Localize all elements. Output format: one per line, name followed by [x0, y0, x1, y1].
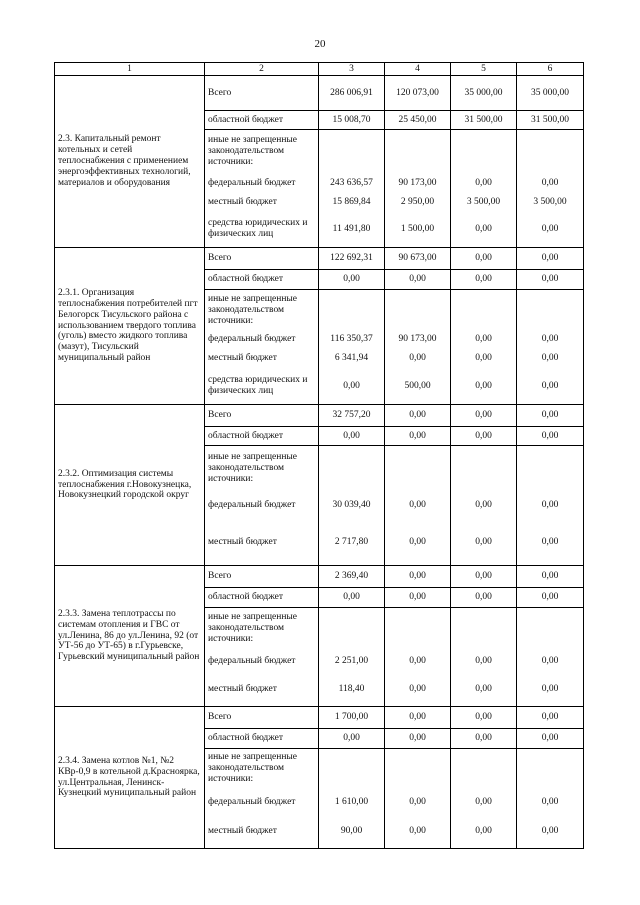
amount-cell: 30 039,40	[319, 491, 385, 521]
table-row	[55, 566, 584, 588]
project-name: 2.3.3. Замена теплотрассы по системам отопления и ГВС от ул.Ленина, 86 до ул.Ленина, 92 (от УТ-56 до УТ-65) в г.Гурьевске, Гурьевский муниципальный район	[55, 566, 205, 707]
col-header: 5	[451, 63, 517, 76]
funding-source-label: Всего	[205, 405, 319, 427]
amount-cell: 0,00	[385, 816, 451, 849]
budget-table	[54, 62, 584, 849]
amount-cell: 122 692,31	[319, 248, 385, 270]
project-name: 2.3.2. Оптимизация системы теплоснабжения г.Новокузнецка, Новокузнецкий городской округ	[55, 405, 205, 566]
funding-source-label: федеральный бюджет	[205, 331, 319, 349]
amount-cell: 0,00	[385, 427, 451, 446]
funding-source-label: областной бюджет	[205, 427, 319, 446]
funding-source-label: иные не запрещенные законодательством источники:	[205, 446, 319, 491]
table-body	[55, 76, 584, 849]
amount-cell: 0,00	[451, 729, 517, 749]
amount-cell: 31 500,00	[517, 111, 584, 130]
amount-cell: 0,00	[385, 649, 451, 674]
amount-cell: 0,00	[385, 349, 451, 369]
amount-cell: 0,00	[451, 349, 517, 369]
amount-cell: 0,00	[385, 270, 451, 290]
amount-cell: 2 950,00	[385, 193, 451, 212]
funding-source-label: средства юридических и физических лиц	[205, 369, 319, 405]
amount-cell: 0,00	[451, 174, 517, 193]
funding-source-label: местный бюджет	[205, 674, 319, 707]
amount-cell: 0,00	[451, 674, 517, 707]
funding-source-label: местный бюджет	[205, 193, 319, 212]
funding-source-label: федеральный бюджет	[205, 174, 319, 193]
amount-cell: 0,00	[517, 816, 584, 849]
amount-cell: 0,00	[385, 491, 451, 521]
amount-cell: 0,00	[385, 789, 451, 816]
amount-cell: 0,00	[517, 270, 584, 290]
amount-cell: 0,00	[451, 789, 517, 816]
funding-source-label: иные не запрещенные законодательством источники:	[205, 608, 319, 649]
amount-cell: 0,00	[451, 521, 517, 566]
amount-cell	[385, 290, 451, 331]
amount-cell: 286 006,91	[319, 76, 385, 111]
amount-cell: 0,00	[517, 491, 584, 521]
funding-source-label: местный бюджет	[205, 349, 319, 369]
col-header: 3	[319, 63, 385, 76]
amount-cell: 0,00	[451, 369, 517, 405]
amount-cell	[517, 290, 584, 331]
funding-source-label: местный бюджет	[205, 521, 319, 566]
amount-cell	[451, 130, 517, 174]
amount-cell	[319, 446, 385, 491]
amount-cell: 90 173,00	[385, 174, 451, 193]
funding-source-label: федеральный бюджет	[205, 491, 319, 521]
amount-cell: 0,00	[385, 588, 451, 608]
amount-cell: 2 717,80	[319, 521, 385, 566]
amount-cell: 0,00	[517, 729, 584, 749]
amount-cell: 0,00	[517, 521, 584, 566]
amount-cell: 90 673,00	[385, 248, 451, 270]
amount-cell	[385, 446, 451, 491]
col-header: 4	[385, 63, 451, 76]
amount-cell: 1 610,00	[319, 789, 385, 816]
amount-cell: 0,00	[319, 270, 385, 290]
amount-cell: 0,00	[451, 427, 517, 446]
amount-cell: 0,00	[385, 729, 451, 749]
amount-cell: 11 491,80	[319, 212, 385, 248]
col-header: 1	[55, 63, 205, 76]
amount-cell: 0,00	[451, 491, 517, 521]
amount-cell	[385, 130, 451, 174]
project-name: 2.3.1. Организация теплоснабжения потребителей пгт Белогорск Тисульского района с использованием твердого топлива (уголь) вместо жидкого топлива (мазут), Тисульский муниципальный район	[55, 248, 205, 405]
funding-source-label: областной бюджет	[205, 588, 319, 608]
amount-cell	[319, 608, 385, 649]
amount-cell: 243 636,57	[319, 174, 385, 193]
amount-cell	[319, 130, 385, 174]
funding-source-label: Всего	[205, 566, 319, 588]
amount-cell: 35 000,00	[517, 76, 584, 111]
amount-cell: 1 700,00	[319, 707, 385, 729]
amount-cell: 1 500,00	[385, 212, 451, 248]
amount-cell: 0,00	[319, 588, 385, 608]
table-row	[55, 76, 584, 111]
amount-cell: 2 251,00	[319, 649, 385, 674]
col-header: 6	[517, 63, 584, 76]
amount-cell: 0,00	[517, 248, 584, 270]
amount-cell: 35 000,00	[451, 76, 517, 111]
amount-cell: 0,00	[319, 369, 385, 405]
amount-cell: 0,00	[517, 789, 584, 816]
funding-source-label: областной бюджет	[205, 270, 319, 290]
funding-source-label: иные не запрещенные законодательством источники:	[205, 130, 319, 174]
amount-cell: 0,00	[451, 270, 517, 290]
funding-source-label: местный бюджет	[205, 816, 319, 849]
funding-source-label: федеральный бюджет	[205, 649, 319, 674]
funding-source-label: иные не запрещенные законодательством источники:	[205, 290, 319, 331]
amount-cell: 32 757,20	[319, 405, 385, 427]
amount-cell	[517, 608, 584, 649]
amount-cell: 0,00	[451, 212, 517, 248]
column-numbers-row	[55, 63, 584, 76]
amount-cell: 500,00	[385, 369, 451, 405]
amount-cell	[385, 749, 451, 789]
amount-cell: 0,00	[319, 729, 385, 749]
amount-cell: 0,00	[517, 212, 584, 248]
amount-cell: 0,00	[319, 427, 385, 446]
amount-cell	[517, 749, 584, 789]
table-row	[55, 707, 584, 729]
amount-cell: 15 008,70	[319, 111, 385, 130]
amount-cell: 0,00	[451, 649, 517, 674]
amount-cell: 0,00	[451, 405, 517, 427]
funding-source-label: Всего	[205, 248, 319, 270]
amount-cell	[385, 608, 451, 649]
amount-cell: 0,00	[385, 405, 451, 427]
amount-cell: 31 500,00	[451, 111, 517, 130]
table-row	[55, 248, 584, 270]
funding-source-label: иные не запрещенные законодательством источники:	[205, 749, 319, 789]
amount-cell: 0,00	[517, 174, 584, 193]
funding-source-label: Всего	[205, 76, 319, 111]
amount-cell: 3 500,00	[517, 193, 584, 212]
amount-cell: 0,00	[517, 588, 584, 608]
amount-cell	[451, 446, 517, 491]
amount-cell: 0,00	[517, 674, 584, 707]
funding-source-label: средства юридических и физических лиц	[205, 212, 319, 248]
amount-cell	[319, 749, 385, 789]
amount-cell	[451, 749, 517, 789]
amount-cell	[319, 290, 385, 331]
col-header: 2	[205, 63, 319, 76]
amount-cell: 118,40	[319, 674, 385, 707]
amount-cell: 0,00	[451, 707, 517, 729]
amount-cell	[451, 608, 517, 649]
amount-cell	[517, 130, 584, 174]
amount-cell: 0,00	[385, 707, 451, 729]
amount-cell	[451, 290, 517, 331]
amount-cell: 116 350,37	[319, 331, 385, 349]
amount-cell: 15 869,84	[319, 193, 385, 212]
funding-source-label: областной бюджет	[205, 111, 319, 130]
amount-cell: 120 073,00	[385, 76, 451, 111]
amount-cell: 0,00	[517, 649, 584, 674]
amount-cell: 0,00	[517, 427, 584, 446]
amount-cell: 3 500,00	[451, 193, 517, 212]
funding-source-label: Всего	[205, 707, 319, 729]
project-name: 2.3.4. Замена котлов №1, №2 КВр-0,9 в котельной д.Красноярка, ул.Центральная, Ленинск-Кузнецкий муниципальный район	[55, 707, 205, 849]
amount-cell: 0,00	[517, 405, 584, 427]
amount-cell: 0,00	[517, 566, 584, 588]
amount-cell: 0,00	[517, 707, 584, 729]
amount-cell: 90,00	[319, 816, 385, 849]
funding-source-label: федеральный бюджет	[205, 789, 319, 816]
amount-cell: 0,00	[451, 588, 517, 608]
amount-cell	[517, 446, 584, 491]
amount-cell: 0,00	[451, 331, 517, 349]
amount-cell: 6 341,94	[319, 349, 385, 369]
amount-cell: 0,00	[451, 566, 517, 588]
funding-source-label: областной бюджет	[205, 729, 319, 749]
amount-cell: 25 450,00	[385, 111, 451, 130]
project-name: 2.3. Капитальный ремонт котельных и сетей теплоснабжения с применением энергоэффективных технологий, материалов и оборудования	[55, 76, 205, 248]
amount-cell: 0,00	[451, 816, 517, 849]
amount-cell: 90 173,00	[385, 331, 451, 349]
table-row	[55, 405, 584, 427]
amount-cell: 0,00	[517, 349, 584, 369]
amount-cell: 0,00	[451, 248, 517, 270]
amount-cell: 0,00	[517, 369, 584, 405]
amount-cell: 0,00	[385, 566, 451, 588]
amount-cell: 0,00	[385, 674, 451, 707]
amount-cell: 0,00	[517, 331, 584, 349]
amount-cell: 2 369,40	[319, 566, 385, 588]
amount-cell: 0,00	[385, 521, 451, 566]
page-number: 20	[314, 38, 326, 50]
